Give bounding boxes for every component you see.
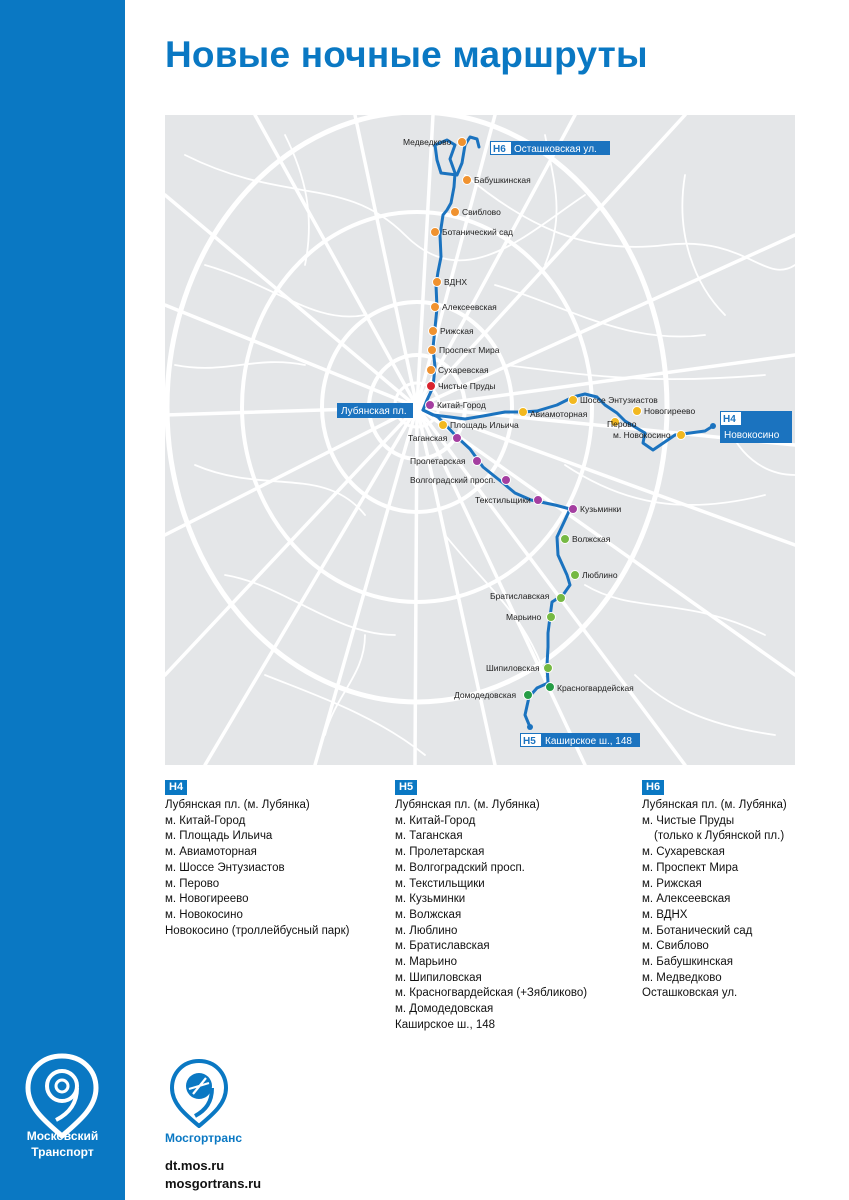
- station-label: Таганская: [408, 433, 448, 443]
- station-label: Ботанический сад: [442, 227, 514, 237]
- route-badge-n4-id: Н4: [723, 414, 736, 425]
- route-badge-n5-id: Н5: [523, 736, 536, 747]
- list-item: м. Братиславская: [395, 940, 490, 953]
- station-label: Авиамоторная: [530, 409, 588, 419]
- list-item: м. Перово: [165, 877, 220, 890]
- route-badge-n5-dest: Каширское ш., 148: [545, 736, 632, 747]
- list-item: м. Проспект Мира: [642, 861, 739, 874]
- sidebar: [0, 0, 125, 1200]
- list-item: м. Текстильщики: [395, 877, 485, 890]
- mosgortrans-logo-icon: [168, 1058, 230, 1128]
- list-item: м. Площадь Ильича: [165, 830, 273, 843]
- list-item: м. Рижская: [642, 877, 702, 890]
- list-item: м. Китай-Город: [395, 814, 476, 827]
- station-label: Пролетарская: [410, 456, 466, 466]
- moscow-transport-logo-icon: [22, 1052, 102, 1138]
- list-item: м. Домодедовская: [395, 1003, 494, 1016]
- list-item: м. Кузьминки: [395, 893, 466, 906]
- list-item: м. Бабушкинская: [642, 956, 734, 969]
- route-badge-n4-dest: Новокосино: [724, 430, 780, 441]
- list-item: Осташковская ул.: [642, 987, 738, 1000]
- footer-link-dt[interactable]: dt.mos.ru: [165, 1158, 225, 1173]
- sidebar-brand-line2: Транспорт: [31, 1145, 94, 1159]
- station-label: Чистые Пруды: [438, 381, 496, 391]
- station-label: Рижская: [440, 326, 474, 336]
- list-item: м. Пролетарская: [395, 846, 485, 859]
- station-label: Люблино: [582, 570, 618, 580]
- list-item: м. Шоссе Энтузиастов: [165, 861, 285, 874]
- route-list-n4-header: Н4: [165, 780, 187, 795]
- station-label: Шипиловская: [486, 663, 540, 673]
- station-label: Братиславская: [490, 591, 550, 601]
- station-label: Волжская: [572, 534, 611, 544]
- station-label: ВДНХ: [444, 277, 468, 287]
- list-item: м. Таганская: [395, 830, 463, 843]
- list-item: м. Волгоградский просп.: [395, 861, 525, 874]
- list-item: м. Шипиловская: [395, 971, 482, 984]
- list-item: м. Чистые Пруды: [642, 814, 735, 827]
- list-item: м. Новогиреево: [165, 893, 249, 906]
- station-label: м. Новокосино: [613, 430, 671, 440]
- list-item: м. Алексеевская: [642, 893, 731, 906]
- list-item: м. Люблино: [395, 924, 458, 937]
- list-item: м. Марьино: [395, 956, 457, 969]
- list-item: м. Красногвардейская (+Зябликово): [395, 987, 588, 1000]
- route-map-svg: [165, 115, 795, 765]
- route-badge-n6-dest: Осташковская ул.: [514, 144, 597, 155]
- footer-link-mosgortrans[interactable]: mosgortrans.ru: [165, 1176, 262, 1191]
- sidebar-brand-line1: Московский: [26, 1129, 99, 1143]
- list-item: м. Свиблово: [642, 940, 709, 953]
- list-item: Лубянская пл. (м. Лубянка): [395, 799, 540, 811]
- list-item: м. ВДНХ: [642, 908, 688, 921]
- station-label: Сухаревская: [438, 365, 489, 375]
- station-label: Волгоградский просп.: [410, 475, 496, 485]
- station-label: Медведково: [403, 137, 452, 147]
- list-item: м. Авиамоторная: [165, 846, 257, 859]
- route-list-n6-header: Н6: [642, 780, 664, 795]
- route-map[interactable]: [165, 115, 795, 765]
- lubyanka-label-text: Лубянская пл.: [341, 406, 407, 417]
- station-label: Алексеевская: [442, 302, 497, 312]
- list-item: м. Новокосино: [165, 908, 243, 921]
- station-label: Китай-Город: [437, 400, 486, 410]
- route-badge-n4[interactable]: [720, 411, 792, 443]
- station-label: Свиблово: [462, 207, 501, 217]
- list-item: Лубянская пл. (м. Лубянка): [165, 799, 310, 811]
- route-badge-n5[interactable]: [520, 733, 640, 747]
- list-item: м. Китай-Город: [165, 814, 246, 827]
- page-title: Новые ночные маршруты: [165, 34, 648, 75]
- footer-brand: Мосгортранс: [165, 1131, 242, 1145]
- station-label: Площадь Ильича: [450, 420, 519, 430]
- list-item: м. Ботанический сад: [642, 924, 753, 937]
- station-label: Марьино: [506, 612, 542, 622]
- list-item: м. Волжская: [395, 908, 462, 921]
- station-label: Новогиреево: [644, 406, 696, 416]
- list-item: Новокосино (троллейбусный парк): [165, 924, 350, 937]
- station-label: Текстильщики: [475, 495, 531, 505]
- list-item: м. Сухаревская: [642, 846, 725, 859]
- route-list-n4: [165, 780, 349, 939]
- station-label: Перово: [607, 419, 637, 429]
- station-label: Домодедовская: [454, 690, 517, 700]
- station-label: Красногвардейская: [557, 683, 634, 693]
- station-label: Кузьминки: [580, 504, 622, 514]
- route-list-n5-header: Н5: [395, 780, 417, 795]
- list-item-note: (только к Лубянской пл.): [654, 830, 785, 843]
- station-label: Шоссе Энтузиастов: [580, 395, 658, 405]
- list-item: Лубянская пл. (м. Лубянка): [642, 799, 787, 811]
- route-list-n6: [642, 780, 787, 1002]
- route-badge-n6[interactable]: [490, 141, 610, 155]
- route-badge-n6-id: Н6: [493, 144, 506, 155]
- station-label: Проспект Мира: [439, 345, 500, 355]
- list-item: м. Медведково: [642, 971, 722, 984]
- station-label: Бабушкинская: [474, 175, 531, 185]
- route-list-n5: [395, 780, 587, 1034]
- lubyanka-label[interactable]: [337, 403, 413, 418]
- list-item: Каширское ш., 148: [395, 1018, 496, 1031]
